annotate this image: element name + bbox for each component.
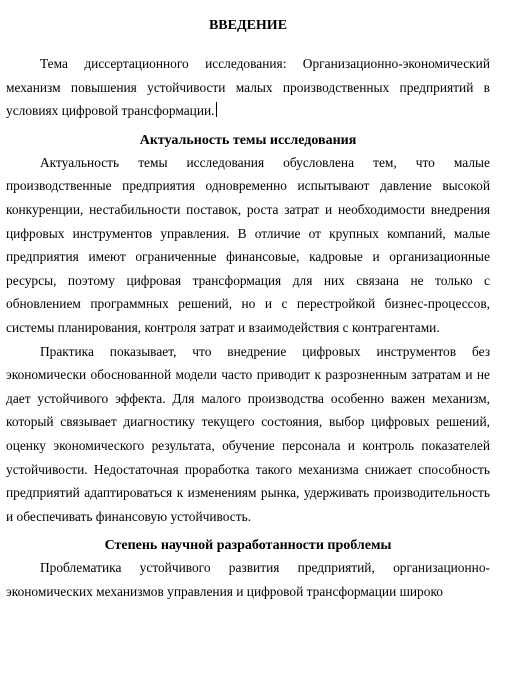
research-degree-paragraph-1: Проблематика устойчивого развития предприятий, организационно-экономических механизмов управления и цифровой трансформации широко xyxy=(6,560,490,599)
relevance-paragraph-2: Практика показывает, что внедрение цифровых инструментов без экономически обоснованной модели часто приводит к разрозненным затратам и не дает устойчивого эффекта. Для малого производства особенно важен механизм, который связывает диагностику текущего состояния, выбор цифровых решений, оценку экономического результата, обучение персонала и контроль показателей устойчивости. Недостаточная проработка такого механизма снижает способность предприятий адаптироваться к изменениям рынка, удерживать производительность и обеспечивать финансовую устойчивость. xyxy=(6,343,490,524)
document-body xyxy=(6,16,490,603)
section-heading-relevance: Актуальность темы исследования xyxy=(139,132,357,148)
document-title: ВВЕДЕНИЕ xyxy=(208,18,288,33)
thesis-topic-text: Тема диссертационного исследования: Организационно-экономический механизм повышения устойчивости малых производственных предприятий в условиях цифровой трансформации. xyxy=(6,56,490,119)
thesis-topic-paragraph[interactable] xyxy=(6,52,490,123)
relevance-paragraph-1: Актуальность темы исследования обусловлена тем, что малые производственные предприятия одновременно испытывают давление высокой конкуренции, нестабильности поставок, роста затрат и необходимости внедрения цифровых инструментов управления. В отличие от крупных компаний, малые предприятия имеют ограниченные финансовые, кадровые и организационные ресурсы, поэтому цифровая трансформация для них связана не только с обновлением программных решений, но и с перестройкой бизнес-процессов, системы планирования, контроля затрат и взаимодействия с контрагентами. xyxy=(6,154,490,335)
text-cursor xyxy=(216,102,217,117)
section-heading-research-degree: Степень научной разработанности проблемы xyxy=(104,538,392,554)
